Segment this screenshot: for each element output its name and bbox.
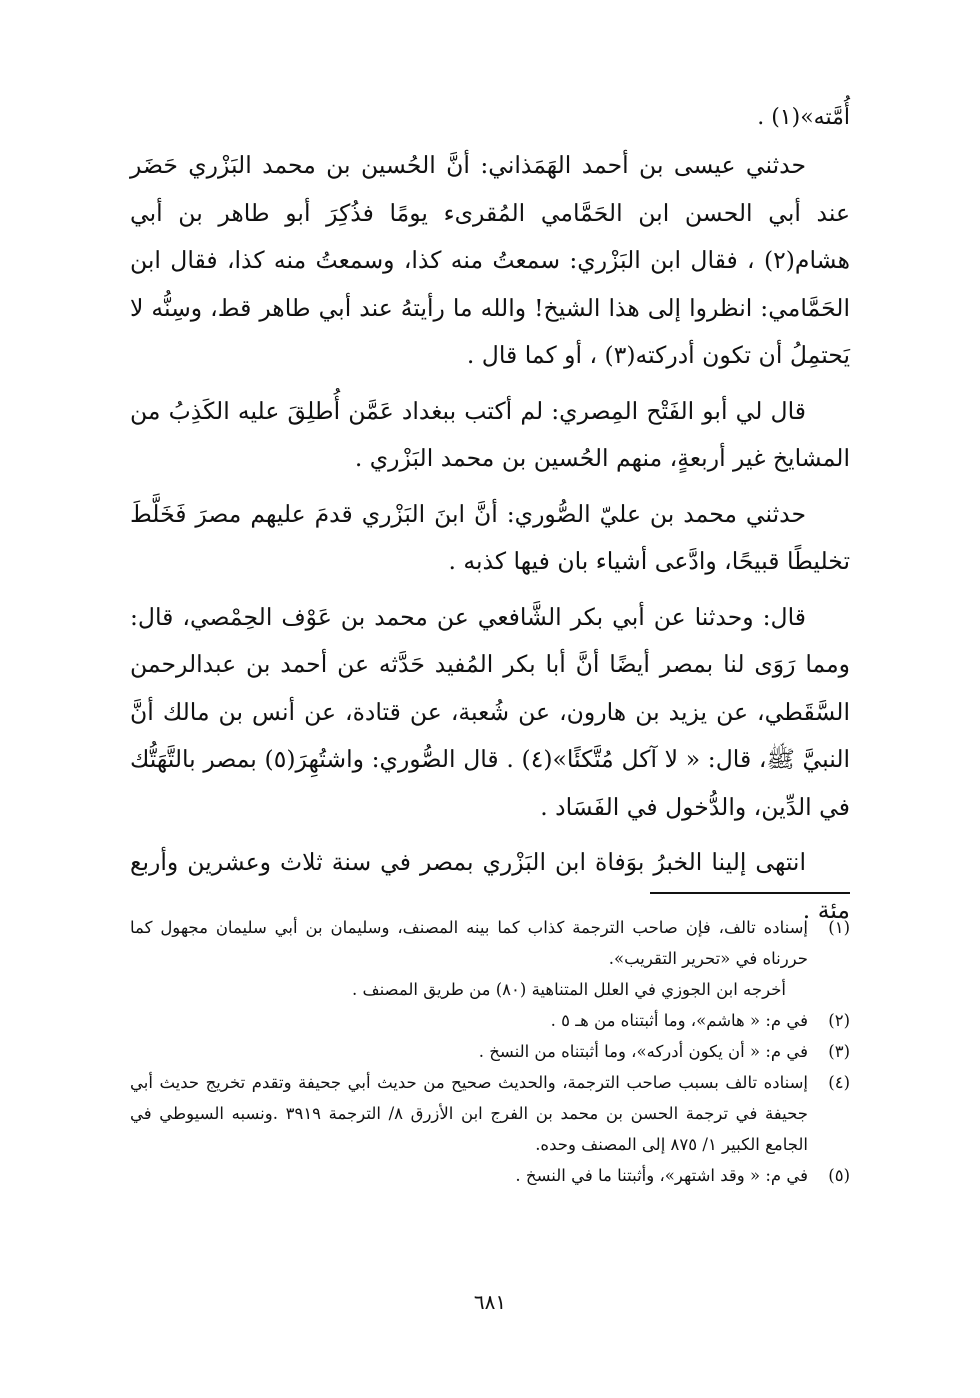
footnote-text: في م: « هاشم»، وما أثبتناه من هـ ٥ .: [550, 1011, 808, 1030]
footnote-3: [130, 1036, 850, 1067]
footnote-number: (٤): [828, 1073, 850, 1092]
footnote-text: إسناده تالف بسبب صاحب الترجمة، والحديث صحيح من حديث أبي جحيفة وتقدم تخريج حديث أبي جحيفة في ترجمة الحسن بن محمد بن الفرج ابن الأزرق ٨/ الترجمة ٣٩١٩ .ونسبه السيوطي في الجامع الكبير ١/ ٨٧٥ إلى المصنف وحده.: [130, 1073, 808, 1154]
footnote-divider: [650, 892, 850, 894]
footnote-1-continuation: أخرجه ابن الجوزي في العلل المتناهية (٨٠) من طريق المصنف .: [352, 980, 786, 999]
page: [130, 100, 850, 1360]
paragraph-3: حدثني محمد بن عليّ الصُّوري: أنَّ ابنَ البَزْري قدمَ عليهم مصرَ فَخَلَّطَ تخليطًا قبيحًا، وادَّعى أشياء بان فيها كذبه .: [130, 499, 850, 575]
continuation-line: أُمَّته»(١) .: [757, 105, 850, 130]
footnote-number: (٢): [828, 1011, 850, 1030]
paragraph-1: حدثني عيسى بن أحمد الهَمَذاني: أنَّ الحُسين بن محمد البَزْري حَضَر عند أبي الحسن ابن الحَمَّامي المُقرىء يومًا فذُكِرَ أبو طاهر بن أبي هشام(٢) ، فقال ابن البَزْري: سمعتُ منه كذا، وسمعتُ منه كذا، فقال ابن الحَمَّامي: انظروا إلى هذا الشيخ! والله ما رأيتهُ عند أبي طاهر قط، وسِنُّه لا يَحتمِلُ أن تكون أدركته(٣) ، أو كما قال .: [130, 151, 850, 369]
footnote-text: إسناده تالف، فإن صاحب الترجمة كذاب كما بينه المصنف، وسليمان بن أبي سليمان مجهول كما حررناه في «تحرير التقريب».: [130, 918, 808, 968]
footnote-4: [130, 1067, 850, 1160]
footnote-number: (٥): [828, 1166, 850, 1185]
paragraph-2: قال لي أبو الفَتْح المِصري: لم أكتب ببغداد عَمَّن أُطلِقَ عليه الكَذِبُ من المشايخ غير أربعةٍ، منهم الحُسين بن محمد البَزْري .: [130, 396, 850, 472]
footnote-2: [130, 1005, 850, 1036]
footnote-5: [130, 1160, 850, 1191]
page-number: ٦٨١: [473, 1290, 507, 1314]
footnote-1: [130, 912, 850, 974]
paragraph-4: قال: وحدثنا عن أبي بكر الشَّافعي عن محمد بن عَوْف الحِمْصي، قال: ومما رَوَى لنا بمصر أيضًا أنَّ أبا بكر المُفيد حَدَّثه عن أحمد بن عبدالرحمن السَّقَطي، عن يزيد بن هارون، عن شُعبة، عن قتادة، عن أنس بن مالك أنَّ النبيَّ ﷺ، قال: « لا آكل مُتَّكئًا»(٤) . قال الصُّوري: واشتُهِرَ(٥) بمصر بالتَّهَتُّك في الدِّين، والدُّخول في الفَسَاد .: [130, 602, 851, 821]
footnote-text: في م: « أن يكون أدركه»، وما أثبتناه من النسخ .: [478, 1042, 808, 1061]
footnote-number: (٣): [828, 1042, 850, 1061]
footnote-text: في م: « وقد اشتهر»، وأثبتنا ما في النسخ .: [515, 1166, 808, 1185]
footnotes: [130, 912, 850, 1191]
paragraph-5: انتهى إلينا الخبرُ بوَفاة ابن البَزْري بمصر في سنة ثلاث وعشرين وأربع مئة .: [130, 848, 850, 924]
footnote-number: (١): [828, 918, 850, 937]
